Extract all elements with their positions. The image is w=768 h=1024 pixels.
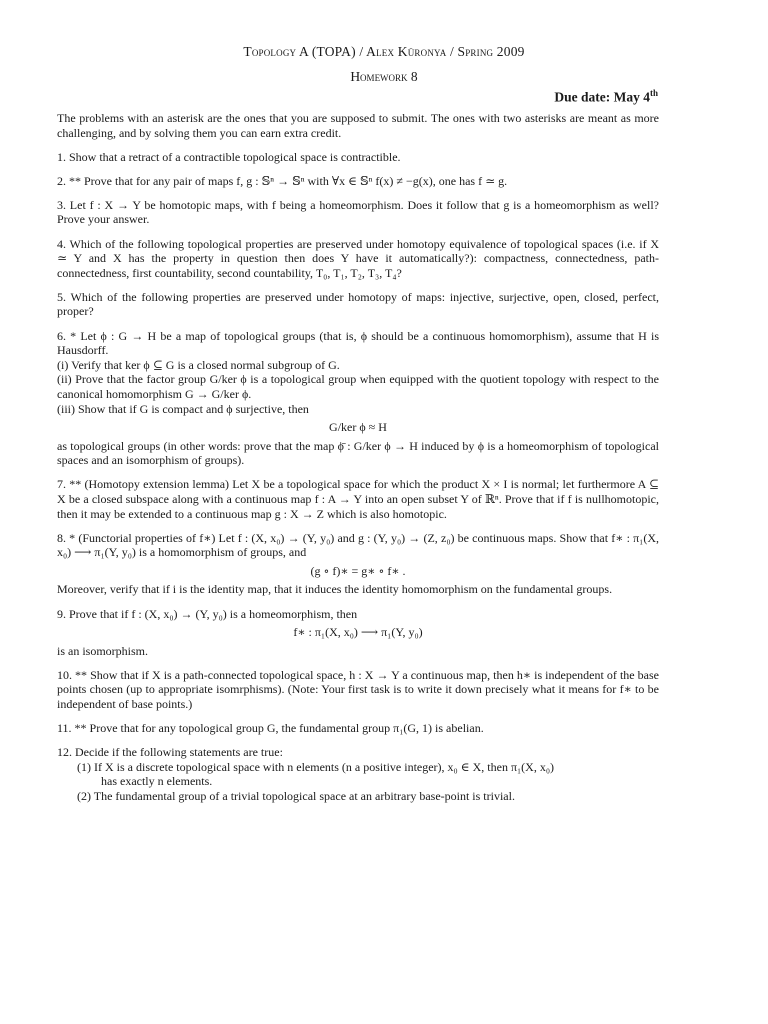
problem-6-part-ii: (ii) Prove that the factor group G/ker ϕ is a topological group when equipped with the quotient topology with respect to the canonical homomorphism G → G/ker ϕ. [57,372,659,401]
problem-1: 1. Show that a retract of a contractible topological space is contractible. [57,149,401,164]
problem-11: 11. ** Prove that for any topological group G, the fundamental group π₁(G, 1) is abelian. [57,721,484,736]
problem-9-equation: f∗ : π₁(X, x₀) ⟶ π₁(Y, y₀) [293,625,423,640]
problem-6 [57,329,659,468]
intro-paragraph: The problems with an asterisk are the ones that you are supposed to submit. The ones with two asterisks are meant as more challenging, and by solving them you can earn extra credit. [57,111,659,140]
problem-8-moreover: Moreover, verify that if i is the identity map, that it induces the identity homomorphism on the fundamental groups. [57,582,613,597]
problem-12-item-2: (2) The fundamental group of a trivial topological space at an arbitrary base-point is trivial. [77,788,515,803]
problem-10: 10. ** Show that if X is a path-connected topological space, h : X → Y a continuous map, then h∗ is independent of the base points chosen (up to appropriate isomrphisms). (Note: Your first task is to write it down precisely what it means for f∗ to be independent of base points.) [57,667,659,711]
problem-2: 2. ** Prove that for any pair of maps f, g : 𝕊ⁿ → 𝕊ⁿ with ∀x ∈ 𝕊ⁿ f(x) ≠ −g(x), one has f ≃ g. [57,173,508,188]
problem-6-equation: G/ker ϕ ≈ H [329,420,387,435]
problem-7: 7. ** (Homotopy extension lemma) Let X be a topological space for which the product X × I is normal; let furthermore A ⊆ X be a closed subspace along with a continuous map f : A → Y into an open subset Y of ℝⁿ. Prove that if f is nullhomotopic, then it may be extended to a continuous map g : X → Z which is also homotopic. [57,477,659,521]
problem-4: 4. Which of the following topological properties are preserved under homotopy equivalence of topological spaces (i.e. if X ≃ Y and X has the property in question then does Y have it automatically?): compactness, connectedness, path-connectedness, first countability, second countability, T₀, T₁, T₂, T₃, T₄? [57,236,659,280]
problem-9-statement: 9. Prove that if f : (X, x₀) → (Y, y₀) is a homeomorphism, then [57,606,358,621]
problem-9 [57,607,659,659]
problem-12-item-1-cont: has exactly n elements. [101,774,213,789]
problem-6-part-i: (i) Verify that ker ϕ ⊆ G is a closed normal subgroup of G. [57,357,340,372]
homework-title: Homework 8 [350,69,418,84]
problem-12-statement: 12. Decide if the following statements are true: [57,745,283,760]
due-date [554,88,658,106]
problem-3: 3. Let f : X → Y be homotopic maps, with f being a homeomorphism. Does it follow that g is a homeomorphism as well? Prove your answer. [57,197,659,227]
problem-12 [57,745,659,803]
due-date-label: Due date: May 4 [554,89,650,105]
problem-8-statement: 8. * (Functorial properties of f∗) Let f : (X, x₀) → (Y, y₀) and g : (Y, y₀) → (Z, z₀) be continuous maps. Show that f∗ : π₁(X, x₀) ⟶ π₁(Y, y₀) is a homomorphism of groups, and [57,530,659,560]
course-header: Topology A (TOPA) / Alex Küronya / Spring 2009 [243,44,525,59]
problem-6-statement: 6. * Let ϕ : G → H be a map of topological groups (that is, ϕ should be a continuous homomorphism), assume that H is Hausdorff. [57,328,659,358]
problem-12-item-1: (1) If X is a discrete topological space with n elements (n a positive integer), x₀ ∈ X, then π₁(X, x₀) [77,759,555,774]
problem-8-equation: (g ∘ f)∗ = g∗ ∘ f∗ . [310,563,406,578]
problem-6-conclusion: as topological groups (in other words: prove that the map ϕ̄ : G/ker ϕ → H induced by ϕ is a homeomorphism of topological spaces and an isomorphism of groups). [57,438,659,468]
problem-list [57,111,659,813]
due-date-suffix: th [649,88,658,98]
problem-5: 5. Which of the following properties are preserved under homotopy of maps: injective, surjective, open, closed, perfect, proper? [57,289,659,319]
problem-9-conclusion: is an isomorphism. [57,643,149,658]
problem-8 [57,531,659,597]
problem-6-part-iii: (iii) Show that if G is compact and ϕ surjective, then [57,401,309,416]
